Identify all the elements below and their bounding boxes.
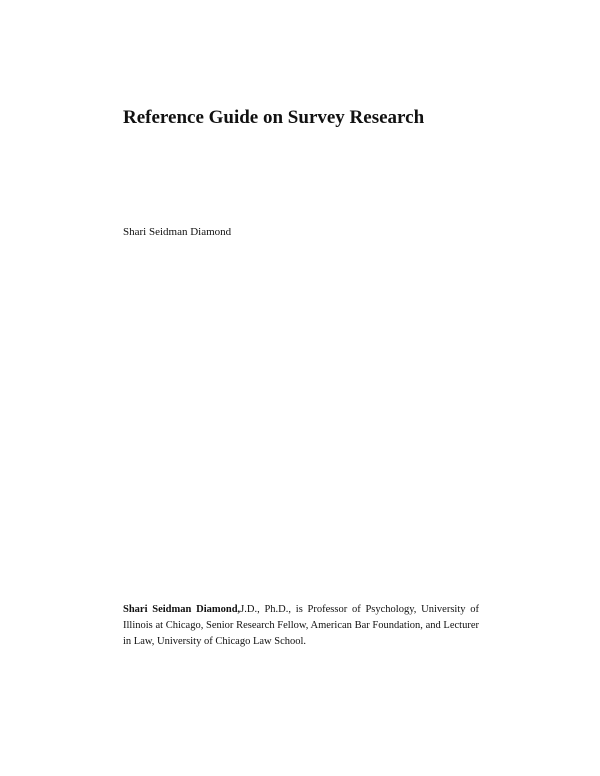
bio-text: J.D., Ph.D., is Professor of Psychology, University of Illinois at Chicago, Senior Research Fellow, American Bar Foundation, and Lecturer in Law, University of Chicago Law School. (123, 604, 479, 647)
document-title: Reference Guide on Survey Research (123, 107, 425, 128)
author-name: Shari Seidman Diamond (123, 226, 232, 238)
bio-author-name: Shari Seidman Diamond, (123, 604, 241, 615)
author-bio (123, 602, 479, 650)
